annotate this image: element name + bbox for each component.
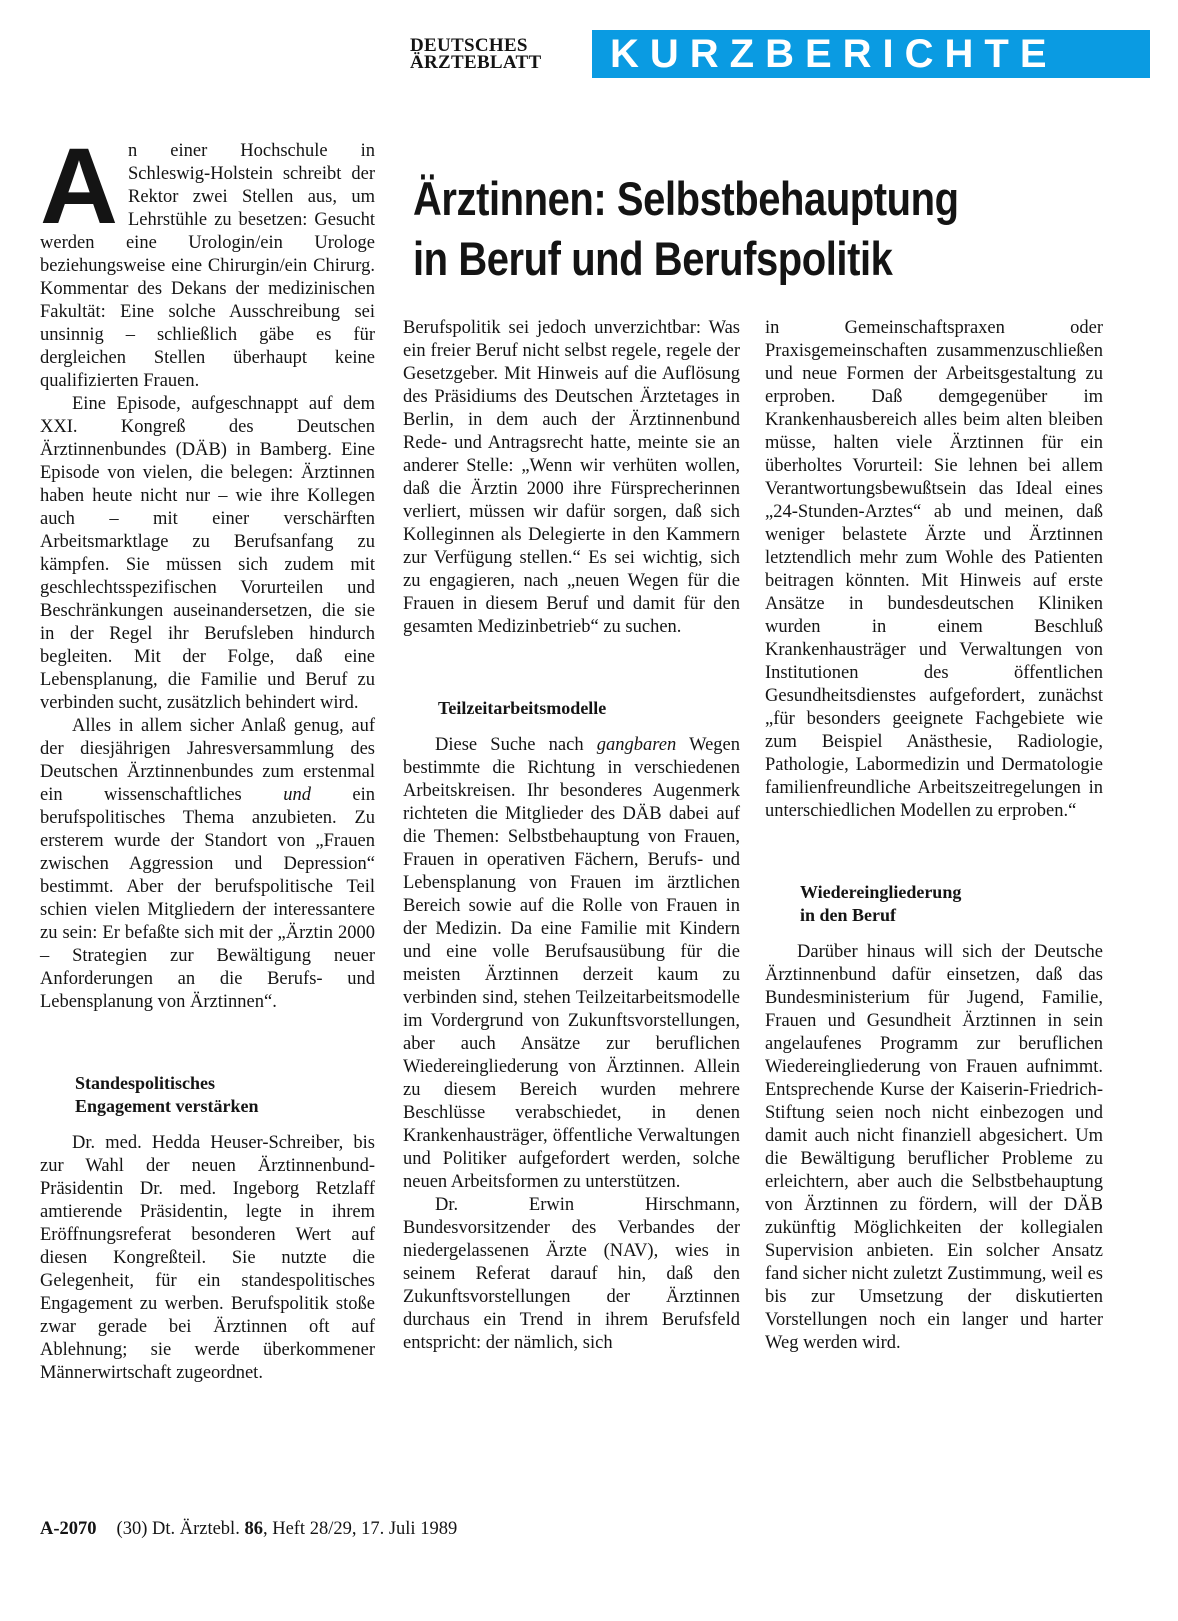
paragraph	[40, 715, 375, 1014]
text-column-1	[40, 125, 375, 1385]
section-heading-line: Wiedereingliederung	[800, 882, 962, 902]
paragraph-text: Wegen bestimmte die Richtung in verschiedenen Arbeitskreisen. Ihr besonderes Augenmerk richteten die Mitglieder des DÄB dabei auf die Themen: Selbstbehauptung von Frauen, Frauen in operativen Fächern, Berufs- und Lebensplanung von Frauen im ärztlichen Bereich sowie auf die Rolle von Frauen in der Medizin. Da eine Familie mit Kindern und eine volle Berufsausübung für die meisten Ärztinnen derzeit kaum zu verbinden sind, stehen Teilzeitarbeitsmodelle im Vordergrund von Zukunftsvorstellungen, aber auch Ansätze zur beruflichen Wiedereingliederung von Ärztinnen. Allein zu diesem Bereich wurden mehrere Beschlüsse verabschiedet, in denen Krankenhausträger, öffentliche Verwaltungen und Politiker aufgefordert werden, solche neuen Arbeitsformen zu unterstützen.	[403, 735, 740, 1192]
section-heading: Teilzeitarbeitsmodelle	[438, 698, 607, 718]
paragraph-text: Diese Suche nach	[435, 735, 597, 755]
section-heading-line: in den Beruf	[800, 905, 897, 925]
journal-title-line2: ÄRZTEBLATT	[410, 52, 542, 73]
emphasis-text: und	[283, 785, 311, 805]
paragraph: n einer Hochschule in Schleswig-Holstein schreibt der Rektor zwei Stellen aus, um Lehrstühle zu besetzen: Gesucht werden eine Urologin/ein Urologe beziehungsweise eine Chirurgin/ein Chirurg. Kommentar des Dekans der medizinischen Fakultät: Eine solche Ausschreibung sei unsinnig – schließlich gäbe es für dergleichen Stellen überhaupt keine qualifizierten Frauen.	[40, 141, 375, 391]
article-title-line1: Ärztinnen: Selbstbehauptung	[413, 172, 959, 226]
volume-number: 86	[244, 1519, 263, 1539]
journal-title-line1: DEUTSCHES	[410, 35, 528, 56]
article-title	[413, 169, 1042, 289]
section-heading	[765, 881, 1103, 927]
paragraph: Dr. med. Hedda Heuser-Schreiber, bis zur Wahl der neuen Ärztinnenbund-Präsidentin Dr. med. Ingeborg Retzlaff amtierende Präsidentin, legte in ihrem Eröffnungsreferat besonderen Wert auf diesen Kongreßteil. Sie nutzte die Gelegenheit, für ein standespolitisches Engagement zu werben. Berufspolitik stoße zwar gerade bei Ärztinnen oft auf Ablehnung; sie werde überkommener Männerwirtschaft zugeordnet.	[40, 1133, 375, 1383]
paragraph: Darüber hinaus will sich der Deutsche Ärztinnenbund dafür einsetzen, daß das Bundesministerium für Jugend, Familie, Frauen und Gesundheit Ärztinnen in sein angelaufenes Programm zur beruflichen Wiedereingliederung von Frauen aufnimmt. Entsprechende Kurse der Kaiserin-Friedrich-Stiftung seien noch nicht einbezogen und damit auch nicht finanziell abgesichert. Um die Bewältigung beruflicher Probleme zu erleichtern, aber auch die Selbstbehauptung von Ärztinnen zu fördern, will der DÄB zukünftig Möglichkeiten der kollegialen Supervision anbieten. Ein solcher Ansatz fand sicher nicht zuletzt Zustimmung, weil es bis zur Umsetzung der diskutierten Vorstellungen noch ein langer und harter Weg werden wird.	[765, 942, 1103, 1353]
section-label: KURZBERICHTE	[592, 30, 1150, 78]
section-heading-line: Engagement verstärken	[75, 1096, 259, 1116]
text-column-3	[765, 317, 1103, 1355]
paragraph-text: ein berufspolitisches Thema anzubieten. Zu ersterem wurde der Standort von „Frauen zwischen Aggression und Depression“ bestimmt. Aber der berufspolitische Teil schien vielen Mitgliedern der interessantere zu sein: Er befaßte sich mit der „Ärztin 2000 – Strategien zur Bewältigung neuer Anforderungen an die Berufs- und Lebensplanung von Ärztinnen“.	[40, 785, 375, 1012]
paragraph-text: Alles in allem sicher Anlaß genug, auf der diesjährigen Jahresversammlung des Deutschen Ärztinnenbundes zum erstenmal ein wissenschaftliches	[40, 716, 375, 805]
emphasis-text: gangbaren	[596, 735, 677, 755]
paragraph	[403, 734, 740, 1194]
text-column-2	[403, 317, 740, 1355]
page-number: A-2070	[40, 1519, 97, 1539]
article-title-line2: in Beruf und Berufspolitik	[413, 232, 893, 286]
paragraph: Eine Episode, aufgeschnappt auf dem XXI. Kongreß des Deutschen Ärztinnenbundes (DÄB) in Bamberg. Eine Episode von vielen, die belegen: Ärztinnen haben heute nicht nur – wie ihre Kollegen auch – mit einer verschärften Arbeitsmarktlage zu Berufsanfang zu kämpfen. Sie müssen sich zudem mit geschlechtsspezifischen Vorurteilen und Beschränkungen auseinandersetzen, die sie in der Regel ihr Berufsleben hindurch begleiten. Mit der Folge, daß eine Lebensplanung, die Familie und Beruf zu verbinden sucht, zusätzlich behindert wird.	[40, 394, 375, 713]
section-heading	[40, 1072, 375, 1118]
paragraph: Dr. Erwin Hirschmann, Bundesvorsitzender des Verbandes der niedergelassenen Ärzte (NAV), wies in seinem Referat darauf hin, daß den Zukunftsvorstellungen der Ärztinnen durchaus ein Trend in ihrem Berufsfeld entspricht: der nämlich, sich	[403, 1195, 740, 1353]
paragraph: Berufspolitik sei jedoch unverzichtbar: Was ein freier Beruf nicht selbst regele, regele der Gesetzgeber. Mit Hinweis auf die Auflösung des Präsidiums des Deutschen Ärztetages in Berlin, in dem auch der Ärztinnenbund Rede- und Antragsrecht hatte, meinte sie an anderer Stelle: „Wenn wir verhüten wollen, daß die Ärztin 2000 ihre Fürsprecherinnen verliert, müssen wir dafür sorgen, daß sich Kolleginnen als Delegierte in den Kammern zur Verfügung stellen.“ Es sei wichtig, sich zu engagieren, nach „neuen Wegen für die Frauen in diesem Beruf und damit für den gesamten Medizinbetrieb“ zu suchen.	[403, 318, 740, 637]
journal-title	[410, 37, 585, 71]
paragraph: in Gemeinschaftspraxen oder Praxisgemeinschaften zusammenzuschließen und neue Formen der Arbeitsgestaltung zu erproben. Daß demgegenüber im Krankenhausbereich alles beim alten bleiben müsse, halten viele Ärztinnen für ein überholtes Vorurteil: Sie lehnen bei allem Verantwortungsbewußtsein das Ideal eines „24-Stunden-Arztes“ ab und meinen, daß weniger belastete Ärzte und Ärztinnen letztendlich mehr zum Wohle des Patienten beitragen könnten. Mit Hinweis auf erste Ansätze in bundesdeutschen Kliniken wurden in einem Beschluß Krankenhausträger und Verwaltungen von Institutionen des öffentlichen Gesundheitsdienstes aufgefordert, zunächst „für besonders geeignete Fachgebiete wie zum Beispiel Anästhesie, Radiologie, Pathologie, Labormedizin und Dermatologie familienfreundliche Arbeitszeitregelungen in unterschiedlichen Modellen zu erproben.“	[765, 318, 1103, 821]
section-heading-line: Standespolitisches	[75, 1073, 216, 1093]
citation-text: , Heft 28/29, 17. Juli 1989	[262, 1519, 458, 1539]
page-footer	[40, 1517, 457, 1541]
drop-cap: A	[40, 125, 118, 246]
citation-text: (30) Dt. Ärztebl.	[116, 1519, 245, 1539]
masthead	[410, 30, 1150, 78]
